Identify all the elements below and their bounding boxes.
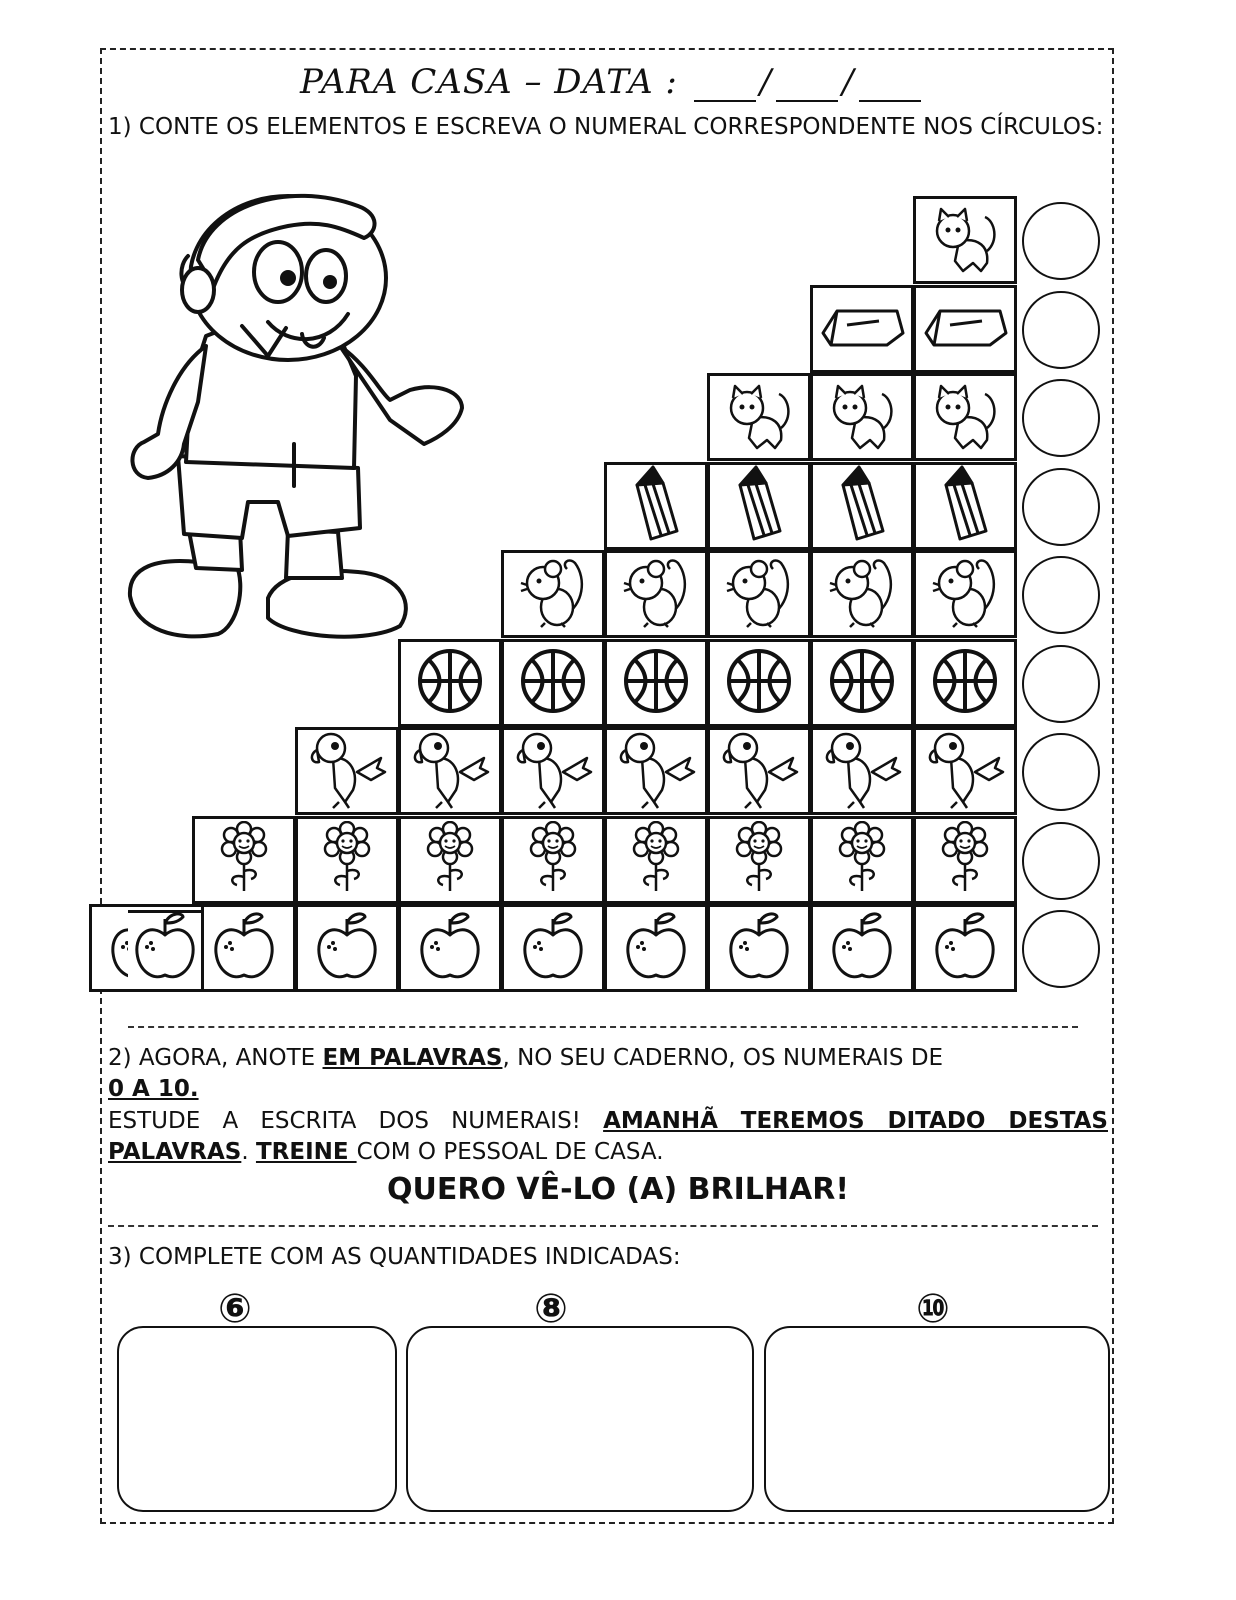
pencil-icon	[940, 465, 990, 547]
mouse-icon	[513, 555, 593, 633]
grid-cell-eraser	[913, 285, 1017, 373]
quantity-six: ⑥	[218, 1286, 252, 1332]
parrot-icon	[305, 728, 389, 814]
question-2: 2) AGORA, ANOTE EM PALAVRAS, NO SEU CADERNO, OS NUMERAIS DE 0 A 10.	[108, 1045, 944, 1102]
answer-circle[interactable]	[1022, 910, 1100, 988]
motivational-message: QUERO VÊ-LO (A) BRILHAR!	[387, 1172, 849, 1207]
range-zero-to-ten: 0 A 10.	[108, 1076, 199, 1102]
apple-icon	[313, 909, 381, 987]
grid-cell-parrot	[913, 727, 1017, 815]
boy-illustration	[118, 186, 468, 652]
apple-icon	[931, 909, 999, 987]
flower-icon	[732, 821, 786, 899]
parrot-icon	[511, 728, 595, 814]
grid-cell-flower	[707, 816, 811, 904]
grid-cell-parrot	[604, 727, 708, 815]
eraser-icon	[920, 303, 1010, 355]
flower-icon	[526, 821, 580, 899]
eraser-icon	[817, 303, 907, 355]
grid-cell-apple	[913, 904, 1017, 992]
cat-icon	[826, 378, 898, 456]
grid-cell-flower	[192, 816, 296, 904]
flower-icon	[217, 821, 271, 899]
grid-cell-pencil	[913, 462, 1017, 550]
grid-cell-cat	[913, 373, 1017, 461]
grid-cell-flower	[810, 816, 914, 904]
grid-cell-apple	[810, 904, 914, 992]
grid-cell-mouse	[707, 550, 811, 638]
apple-icon	[828, 909, 896, 987]
mouse-icon	[925, 555, 1005, 633]
basketball-icon	[518, 646, 588, 720]
basketball-icon	[827, 646, 897, 720]
apple-icon	[725, 909, 793, 987]
mouse-icon	[719, 555, 799, 633]
grid-cell-flower	[913, 816, 1017, 904]
grid-cell-apple	[398, 904, 502, 992]
mouse-icon	[616, 555, 696, 633]
grid-cell-parrot	[398, 727, 502, 815]
pencil-icon	[631, 465, 681, 547]
apple-icon	[210, 909, 278, 987]
answer-circle[interactable]	[1022, 202, 1100, 280]
section-divider	[128, 1026, 1078, 1028]
grid-cell-apple	[707, 904, 811, 992]
grid-cell-basketball	[398, 639, 502, 727]
date-month-blank[interactable]	[776, 70, 838, 102]
flower-icon	[423, 821, 477, 899]
pencil-icon	[837, 465, 887, 547]
answer-circle[interactable]	[1022, 822, 1100, 900]
grid-cell-eraser	[810, 285, 914, 373]
grid-cell-basketball	[501, 639, 605, 727]
answer-circle[interactable]	[1022, 556, 1100, 634]
grid-cell-basketball	[913, 639, 1017, 727]
flower-icon	[835, 821, 889, 899]
basketball-icon	[930, 646, 1000, 720]
grid-cell-mouse	[501, 550, 605, 638]
flower-icon	[938, 821, 992, 899]
question-1: 1) CONTE OS ELEMENTOS E ESCREVA O NUMERAL CORRESPONDENTE NOS CÍRCULOS:	[108, 114, 1104, 140]
grid-cell-basketball	[810, 639, 914, 727]
cat-icon	[723, 378, 795, 456]
apple-icon	[622, 909, 690, 987]
grid-base-line	[128, 910, 204, 913]
grid-cell-flower	[604, 816, 708, 904]
answer-circle[interactable]	[1022, 468, 1100, 546]
grid-cell-flower	[398, 816, 502, 904]
grid-cell-basketball	[707, 639, 811, 727]
grid-cell-cat	[810, 373, 914, 461]
grid-cell-parrot	[501, 727, 605, 815]
grid-cell-apple-partial	[128, 904, 204, 992]
page-title: PARA CASA – DATA : / /	[300, 62, 925, 102]
section-divider	[108, 1225, 1098, 1227]
answer-circle[interactable]	[1022, 291, 1100, 369]
answer-circle[interactable]	[1022, 733, 1100, 811]
grid-cell-mouse	[810, 550, 914, 638]
quantity-eight: ⑧	[534, 1286, 568, 1332]
grid-cell-parrot	[295, 727, 399, 815]
parrot-icon	[923, 728, 1007, 814]
parrot-icon	[614, 728, 698, 814]
grid-cell-parrot	[707, 727, 811, 815]
apple-icon	[519, 909, 587, 987]
grid-cell-basketball	[604, 639, 708, 727]
grid-cell-apple	[604, 904, 708, 992]
grid-cell-parrot	[810, 727, 914, 815]
mouse-icon	[822, 555, 902, 633]
pencil-icon	[734, 465, 784, 547]
quantity-ten: ⑩	[916, 1286, 950, 1332]
grid-cell-pencil	[810, 462, 914, 550]
flower-icon	[629, 821, 683, 899]
drawing-box-six[interactable]	[117, 1326, 397, 1512]
date-year-blank[interactable]	[859, 70, 921, 102]
emphasis-em-palavras: EM PALAVRAS	[322, 1045, 503, 1071]
question-3: 3) COMPLETE COM AS QUANTIDADES INDICADAS:	[108, 1244, 681, 1270]
parrot-icon	[820, 728, 904, 814]
cat-icon	[929, 378, 1001, 456]
grid-cell-cat	[707, 373, 811, 461]
answer-circle[interactable]	[1022, 379, 1100, 457]
grid-cell-apple	[295, 904, 399, 992]
grid-cell-pencil	[707, 462, 811, 550]
grid-cell-flower	[295, 816, 399, 904]
apple-icon	[416, 909, 484, 987]
date-day-blank[interactable]	[694, 70, 756, 102]
cat-icon	[929, 201, 1001, 279]
flower-icon	[320, 821, 374, 899]
drawing-box-ten[interactable]	[764, 1326, 1110, 1512]
grid-cell-mouse	[913, 550, 1017, 638]
apple-icon	[131, 909, 199, 987]
parrot-icon	[408, 728, 492, 814]
parrot-icon	[717, 728, 801, 814]
grid-cell-apple	[501, 904, 605, 992]
drawing-box-eight[interactable]	[406, 1326, 754, 1512]
grid-cell-pencil	[604, 462, 708, 550]
basketball-icon	[621, 646, 691, 720]
basketball-icon	[724, 646, 794, 720]
grid-cell-mouse	[604, 550, 708, 638]
grid-cell-cat	[913, 196, 1017, 284]
grid-cell-flower	[501, 816, 605, 904]
answer-circle[interactable]	[1022, 645, 1100, 723]
study-instructions: ESTUDE A ESCRITA DOS NUMERAIS! AMANHÃ TEREMOS DITADO DESTAS PALAVRAS. TREINE COM O PESSOAL DE CASA.	[108, 1108, 1108, 1165]
basketball-icon	[415, 646, 485, 720]
grid-cell-apple	[192, 904, 296, 992]
